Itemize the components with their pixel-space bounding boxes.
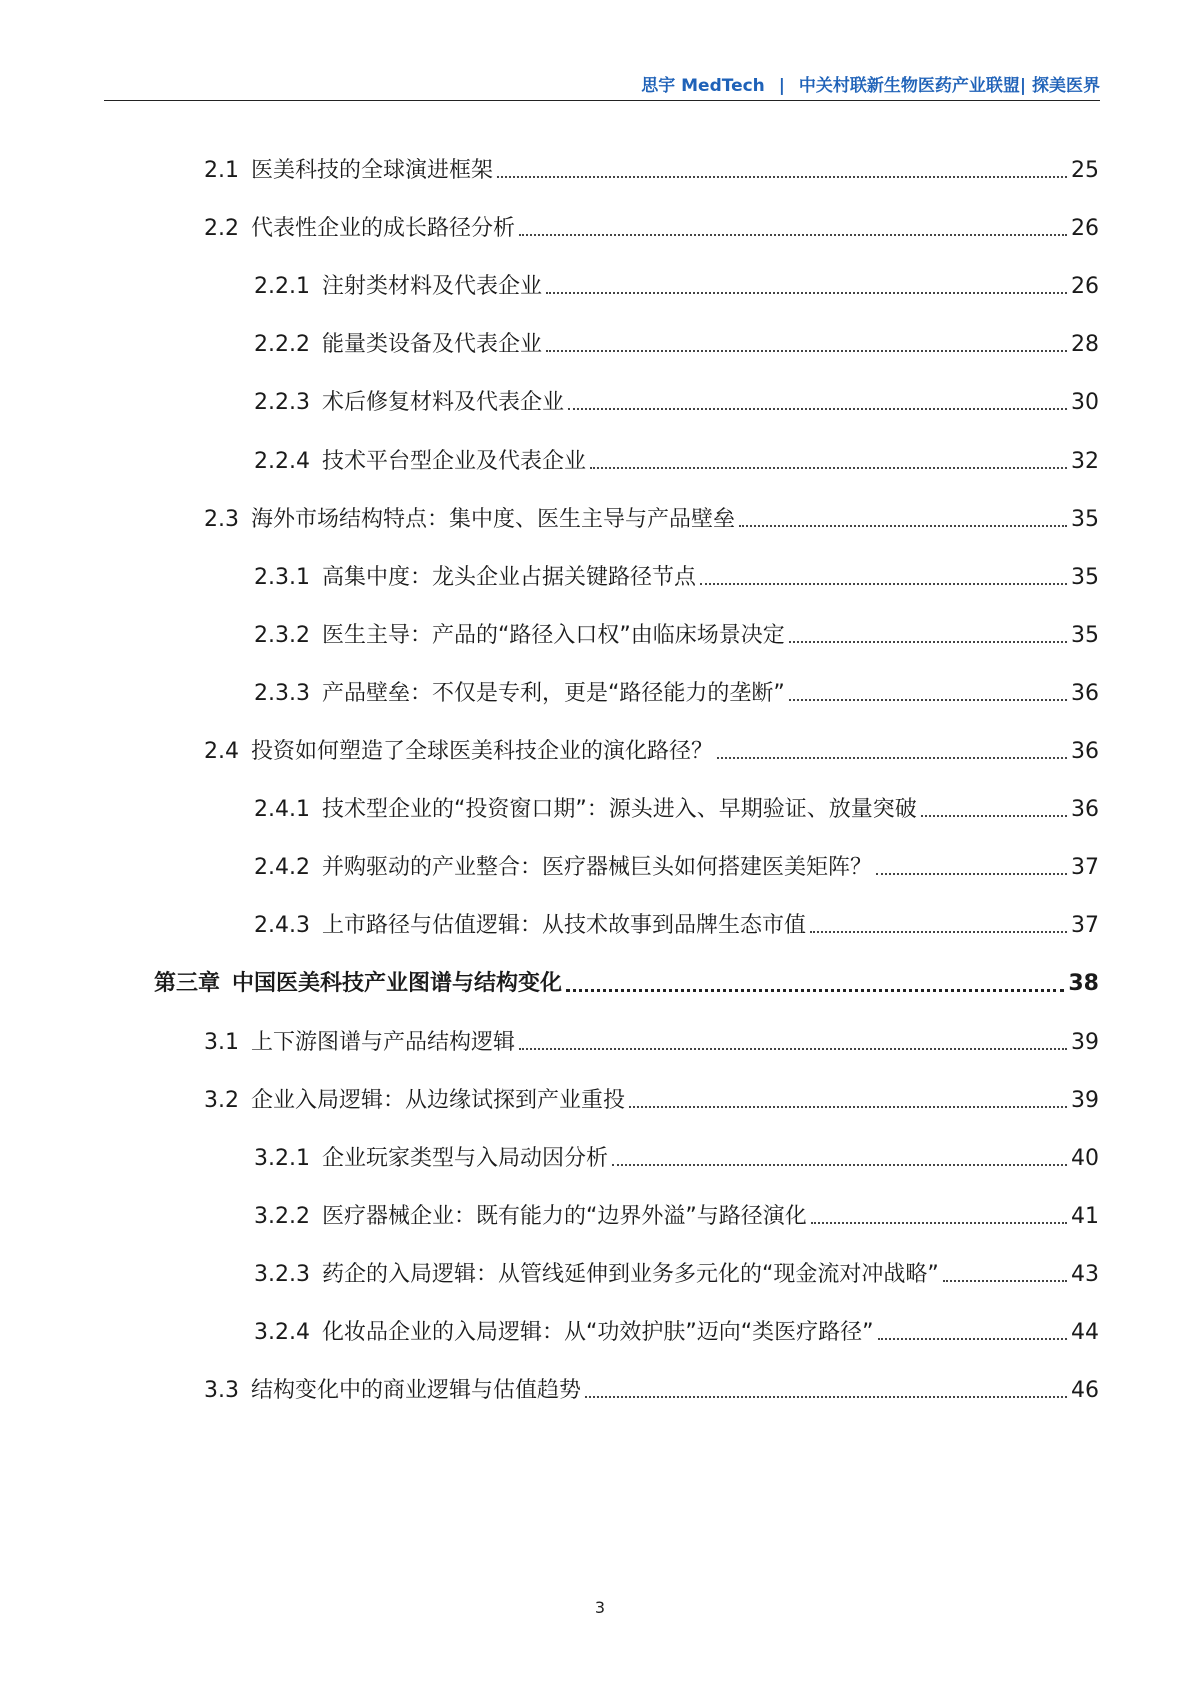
header-org-alliance: 中关村联新生物医药产业联盟| — [798, 76, 1027, 96]
toc-entry-title: 企业玩家类型与入局动因分析 — [321, 1145, 608, 1171]
toc-entry-title: 高集中度：龙头企业占据关键路径节点 — [321, 564, 696, 590]
toc-entry[interactable] — [254, 843, 1099, 883]
toc-dot-leader — [876, 873, 1067, 875]
toc-entry-number: 2.2.4 — [254, 448, 310, 474]
toc-entry[interactable] — [254, 1192, 1099, 1232]
toc-entry[interactable] — [154, 959, 1099, 999]
toc-entry[interactable] — [204, 495, 1099, 535]
toc-entry[interactable] — [254, 1134, 1099, 1174]
toc-entry-title: 药企的入局逻辑：从管线延伸到业务多元化的“现金流对冲战略” — [321, 1261, 939, 1287]
toc-entry[interactable] — [254, 320, 1099, 360]
toc-entry-number: 第三章 — [154, 971, 221, 997]
toc-dot-leader — [811, 1222, 1067, 1224]
toc-entry-page: 44 — [1071, 1320, 1099, 1345]
toc-entry-title: 并购驱动的产业整合：医疗器械巨头如何搭建医美矩阵？ — [321, 855, 872, 881]
toc-entry-page: 26 — [1071, 274, 1099, 300]
toc-dot-leader — [921, 815, 1067, 817]
toc-dot-leader — [739, 525, 1067, 527]
toc-dot-leader — [612, 1164, 1067, 1166]
toc-entry-number: 2.1 — [204, 158, 239, 183]
toc-entry-page: 30 — [1071, 390, 1099, 416]
toc-entry-title: 海外市场结构特点：集中度、医生主导与产品壁垒 — [251, 506, 736, 532]
toc-entry-number: 2.4 — [204, 739, 239, 764]
toc-entry[interactable] — [204, 727, 1099, 767]
page-header — [104, 72, 1100, 100]
toc-dot-leader — [943, 1280, 1067, 1282]
toc-entry-number: 3.3 — [204, 1378, 239, 1404]
toc-entry-number: 3.1 — [204, 1029, 239, 1055]
toc-entry-title: 上市路径与估值逻辑：从技术故事到品牌生态市值 — [321, 913, 806, 939]
toc-entry-page: 40 — [1071, 1145, 1099, 1171]
toc-entry-title: 化妆品企业的入局逻辑：从“功效护肤”迈向“类医疗路径” — [321, 1320, 874, 1345]
toc-entry-page: 43 — [1071, 1261, 1099, 1287]
header-org-tanmei: 探美医界 — [1032, 76, 1100, 96]
toc-entry-title: 术后修复材料及代表企业 — [321, 390, 564, 416]
toc-entry-number: 2.2.3 — [254, 390, 310, 416]
toc-entry-title: 医疗器械企业：既有能力的“边界外溢”与路径演化 — [321, 1203, 807, 1229]
header-divider — [104, 100, 1100, 101]
toc-entry[interactable] — [204, 1018, 1099, 1058]
toc-entry-number: 2.3.3 — [254, 680, 310, 706]
toc-entry-title: 产品壁垒：不仅是专利，更是“路径能力的垄断” — [321, 680, 785, 706]
toc-entry[interactable] — [204, 146, 1099, 186]
toc-entry-page: 26 — [1071, 216, 1099, 242]
toc-entry-page: 38 — [1068, 971, 1099, 997]
toc-entry-number: 2.2.2 — [254, 332, 310, 358]
toc-dot-leader — [568, 408, 1067, 410]
toc-entry-page: 36 — [1071, 797, 1099, 823]
toc-entry-number: 2.2 — [204, 216, 239, 242]
toc-entry[interactable] — [254, 553, 1099, 593]
toc-entry-page: 37 — [1071, 913, 1099, 939]
toc-entry-title: 注射类材料及代表企业 — [321, 274, 542, 300]
toc-dot-leader — [519, 1048, 1067, 1050]
toc-dot-leader — [629, 1106, 1067, 1108]
toc-entry[interactable] — [254, 611, 1099, 651]
toc-dot-leader — [497, 176, 1067, 178]
toc-entry-number: 3.2.4 — [254, 1320, 310, 1345]
toc-entry-page: 46 — [1071, 1378, 1099, 1404]
toc-entry-page: 35 — [1071, 564, 1099, 590]
toc-dot-leader — [810, 931, 1067, 933]
toc-entry-title: 中国医美科技产业图谱与结构变化 — [232, 971, 563, 997]
toc-entry-number: 2.4.2 — [254, 855, 310, 881]
toc-entry-title: 技术型企业的“投资窗口期”：源头进入、早期验证、放量突破 — [321, 797, 917, 823]
header-separator: | — [778, 76, 785, 96]
toc-entry-page: 39 — [1071, 1087, 1099, 1113]
toc-entry[interactable] — [254, 437, 1099, 477]
toc-entry[interactable] — [204, 1076, 1099, 1116]
toc-dot-leader — [789, 699, 1067, 701]
toc-entry-title: 上下游图谱与产品结构逻辑 — [251, 1029, 516, 1055]
toc-entry-page: 35 — [1071, 622, 1099, 648]
toc-entry[interactable] — [254, 785, 1099, 825]
toc-entry[interactable] — [254, 1308, 1099, 1348]
toc-entry-title: 代表性企业的成长路径分析 — [251, 216, 516, 242]
toc-entry-title: 医美科技的全球演进框架 — [251, 158, 494, 183]
toc-entry-number: 2.3.2 — [254, 622, 310, 648]
toc-entry-page: 41 — [1071, 1203, 1099, 1229]
toc-entry-page: 25 — [1071, 158, 1099, 183]
toc-dot-leader — [717, 757, 1067, 759]
toc-entry[interactable] — [254, 378, 1099, 418]
header-org-siyu: 思宇 MedTech — [641, 76, 765, 96]
toc-entry[interactable] — [254, 669, 1099, 709]
toc-entry-title: 能量类设备及代表企业 — [321, 332, 542, 358]
toc-entry-number: 3.2.3 — [254, 1261, 310, 1287]
toc-entry-number: 2.4.1 — [254, 797, 310, 823]
toc-entry-number: 2.3.1 — [254, 564, 310, 590]
toc-entry-page: 36 — [1071, 739, 1099, 764]
toc-entry-title: 企业入局逻辑：从边缘试探到产业重投 — [251, 1087, 626, 1113]
toc-entry[interactable] — [254, 262, 1099, 302]
toc-entry[interactable] — [204, 204, 1099, 244]
toc-entry-number: 3.2 — [204, 1087, 239, 1113]
toc-dot-leader — [789, 641, 1067, 643]
toc-entry-title: 技术平台型企业及代表企业 — [321, 448, 586, 474]
toc-dot-leader — [566, 989, 1064, 992]
toc-entry-page: 28 — [1071, 332, 1099, 358]
toc-entry-page: 32 — [1071, 448, 1099, 474]
toc-entry-title: 结构变化中的商业逻辑与估值趋势 — [251, 1378, 582, 1404]
toc-entry-page: 36 — [1071, 680, 1099, 706]
toc-entry-number: 3.2.2 — [254, 1203, 310, 1229]
toc-dot-leader — [585, 1396, 1067, 1398]
toc-entry-number: 3.2.1 — [254, 1145, 310, 1171]
toc-dot-leader — [700, 583, 1067, 585]
toc-entry-number: 2.2.1 — [254, 274, 310, 300]
toc-entry-number: 2.4.3 — [254, 913, 310, 939]
toc-dot-leader — [590, 467, 1067, 469]
toc-dot-leader — [546, 350, 1067, 352]
toc-entry-page: 37 — [1071, 855, 1099, 881]
toc-entry-title: 医生主导：产品的“路径入口权”由临床场景决定 — [321, 622, 785, 648]
toc-entry-title: 投资如何塑造了全球医美科技企业的演化路径？ — [251, 739, 714, 764]
toc-entry[interactable] — [254, 901, 1099, 941]
toc-dot-leader — [546, 292, 1067, 294]
toc-dot-leader — [519, 234, 1067, 236]
toc-entry-page: 35 — [1071, 506, 1099, 532]
toc-entry-page: 39 — [1071, 1029, 1099, 1055]
page-number: 3 — [594, 1598, 606, 1617]
toc-dot-leader — [878, 1338, 1067, 1340]
toc-entry[interactable] — [204, 1366, 1099, 1406]
toc-entry-number: 2.3 — [204, 506, 239, 532]
toc-entry[interactable] — [254, 1250, 1099, 1290]
